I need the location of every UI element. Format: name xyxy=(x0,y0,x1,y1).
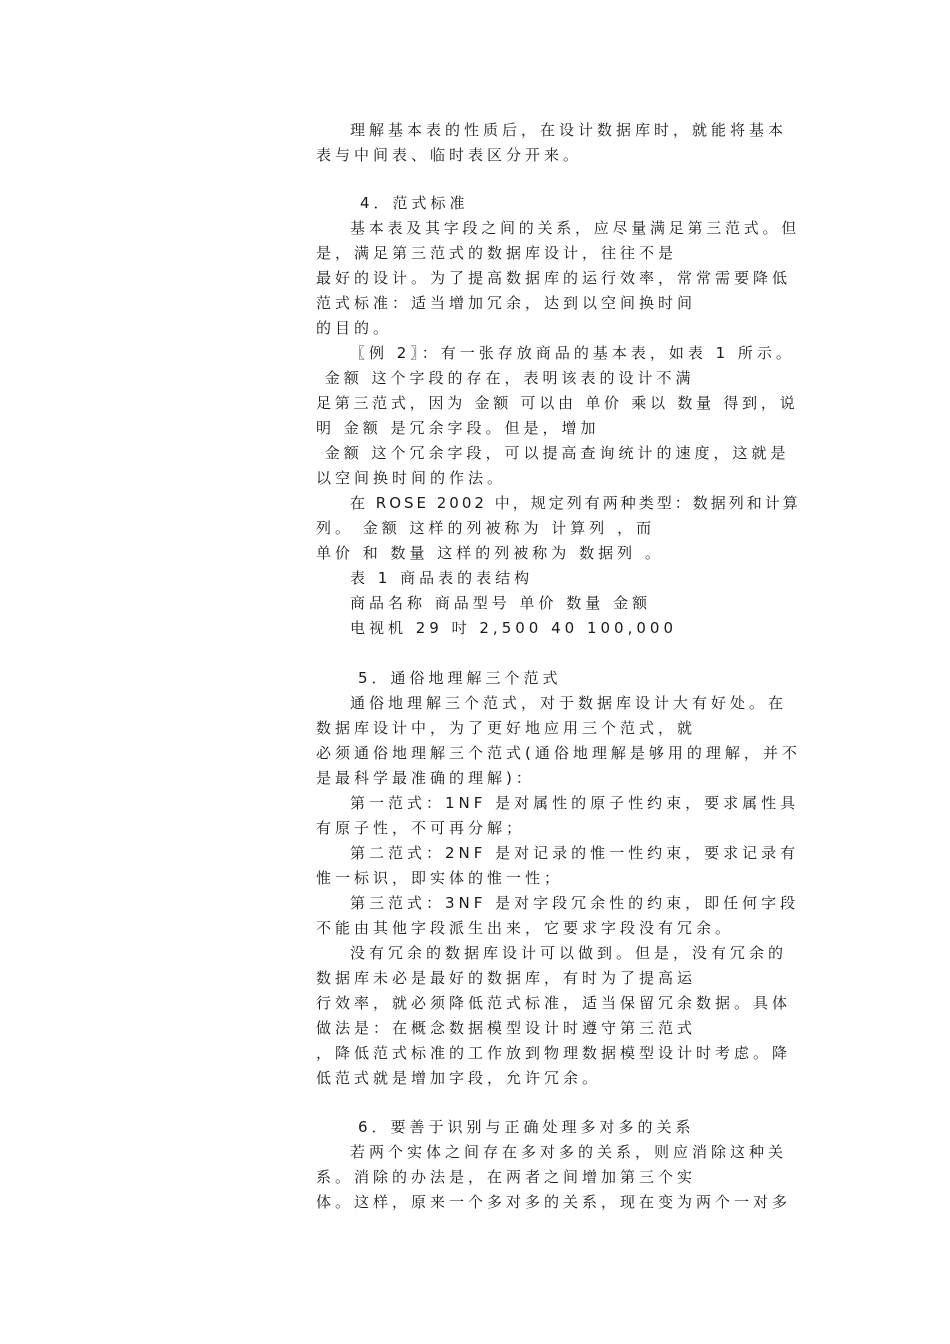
section-heading: 5．通俗地理解三个范式 xyxy=(358,669,562,687)
text-line: 没有冗余的数据库设计可以做到。但是，没有冗余的 xyxy=(350,944,788,962)
text-line: 表与中间表、临时表区分开来。 xyxy=(316,146,583,164)
text-line: 做法是：在概念数据模型设计时遵守第三范式 xyxy=(316,1019,697,1037)
text-line: 体。这样，原来一个多对多的关系，现在变为两个一对多 xyxy=(316,1193,792,1211)
table-data-row: 电视机 29 吋 2,500 40 100,000 xyxy=(350,619,677,637)
section-heading: 6．要善于识别与正确处理多对多的关系 xyxy=(358,1118,695,1136)
table-caption: 表 1 商品表的表结构 xyxy=(350,569,534,587)
text-line: 是，满足第三范式的数据库设计，往往不是 xyxy=(316,244,678,262)
text-line: 必须通俗地理解三个范式(通俗地理解是够用的理解，并不 xyxy=(316,744,801,762)
text-line: 数据库设计中，为了更好地应用三个范式，就 xyxy=(316,719,697,737)
text-line: 足第三范式，因为 金额 可以由 单价 乘以 数量 得到，说 xyxy=(316,394,799,412)
text-line: 是最科学最准确的理解)： xyxy=(316,769,535,787)
text-line: 列。 金额 这样的列被称为 计算列 ，而 xyxy=(316,519,656,537)
text-line: 范式标准：适当增加冗余，达到以空间换时间 xyxy=(316,294,697,312)
text-line: 有原子性，不可再分解； xyxy=(316,819,526,837)
table-header-row: 商品名称 商品型号 单价 数量 金额 xyxy=(350,594,652,612)
text-line: 理解基本表的性质后，在设计数据库时，就能将基本 xyxy=(350,121,788,139)
text-line: 若两个实体之间存在多对多的关系，则应消除这种关 xyxy=(350,1143,788,1161)
text-line: 的目的。 xyxy=(316,319,393,337)
text-line: 数据库未必是最好的数据库，有时为了提高运 xyxy=(316,969,697,987)
text-line: 明 金额 是冗余字段。但是，增加 xyxy=(316,419,600,437)
text-line: 惟一标识，即实体的惟一性； xyxy=(316,869,564,887)
text-line: 行效率，就必须降低范式标准，适当保留冗余数据。具体 xyxy=(316,994,792,1012)
text-line: 低范式就是增加字段，允许冗余。 xyxy=(316,1069,602,1087)
text-line: 单价 和 数量 这样的列被称为 数据列 。 xyxy=(316,544,664,562)
text-line: 最好的设计。为了提高数据库的运行效率，常常需要降低 xyxy=(316,269,792,287)
text-line: 系。消除的办法是，在两者之间增加第三个实 xyxy=(316,1168,697,1186)
text-line: ，降低范式标准的工作放到物理数据模型设计时考虑。降 xyxy=(316,1044,792,1062)
text-line: 基本表及其字段之间的关系，应尽量满足第三范式。但 xyxy=(350,219,801,237)
text-line: 不能由其他字段派生出来，它要求字段没有冗余。 xyxy=(316,919,735,937)
text-line: 金额 这个冗余字段，可以提高查询统计的速度，这就是 xyxy=(316,444,790,462)
section-heading: 4．范式标准 xyxy=(360,194,469,212)
text-line: 第一范式：1NF 是对属性的原子性约束，要求属性具 xyxy=(350,794,800,812)
text-line: 以空间换时间的作法。 xyxy=(316,469,507,487)
text-line: 金额 这个字段的存在，表明该表的设计不满 xyxy=(316,369,695,387)
text-line: 〖例 2〗：有一张存放商品的基本表，如表 1 所示。 xyxy=(350,344,795,362)
text-line: 第二范式：2NF 是对记录的惟一性约束，要求记录有 xyxy=(350,844,800,862)
text-line: 通俗地理解三个范式，对于数据库设计大有好处。在 xyxy=(350,694,788,712)
text-line: 在 ROSE 2002 中，规定列有两种类型：数据列和计算 xyxy=(350,494,801,512)
text-line: 第三范式：3NF 是对字段冗余性的约束，即任何字段 xyxy=(350,894,800,912)
